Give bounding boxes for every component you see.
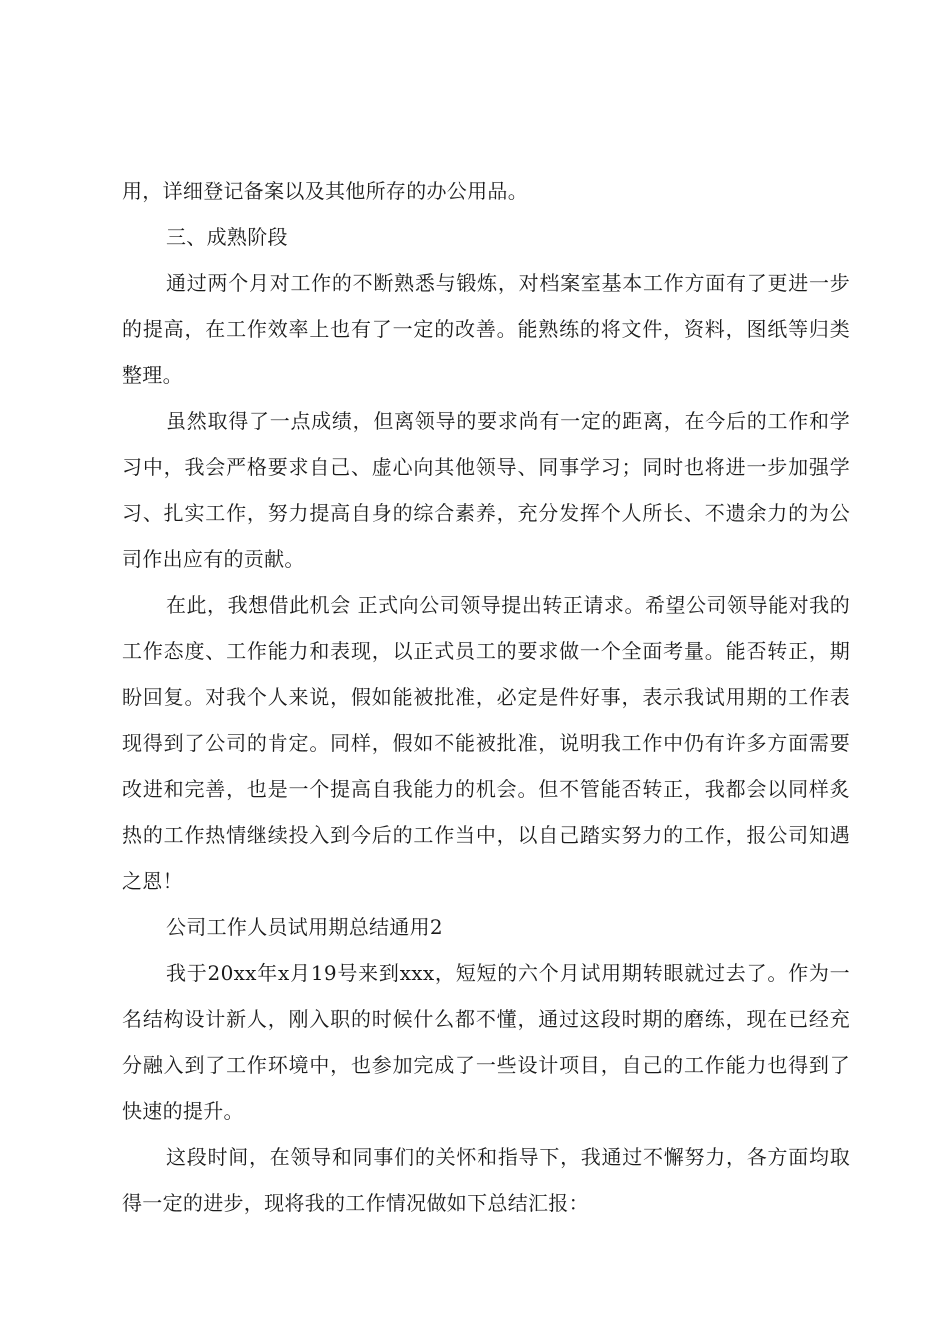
paragraph-regularization-request: 在此，我想借此机会 正式向公司领导提出转正请求。希望公司领导能对我的工作态度、工作能力和表现，以正式员工的要求做一个全面考量。能否转正，期盼回复。对我个人来说，假如能被批准，必定是件好事，表示我试用期的工作表现得到了公司的肯定。同样，假如不能被批准，说明我工作中仍有许多方面需要改进和完善，也是一个提高自我能力的机会。但不管能否转正，我都会以同样炙热的工作热情继续投入到今后的工作当中，以自己踏实努力的工作，报公司知遇之恩！	[122, 593, 850, 893]
paragraph-summary-lead: 这段时间，在领导和同事们的关怀和指导下，我通过不懈努力，各方面均取得一定的进步，现将我的工作情况做如下总结汇报：	[122, 1145, 850, 1215]
paragraph-maturity-progress: 通过两个月对工作的不断熟悉与锻炼，对档案室基本工作方面有了更进一步的提高，在工作效率上也有了一定的改善。能熟练的将文件，资料，图纸等归类整理。	[122, 271, 850, 387]
paragraph-continuation: 用，详细登记备案以及其他所存的办公用品。	[122, 179, 528, 203]
paragraph-achievements: 虽然取得了一点成绩，但离领导的要求尚有一定的距离，在今后的工作和学习中，我会严格要求自己、虚心向其他领导、同事学习；同时也将进一步加强学习、扎实工作，努力提高自身的综合素养，充分发挥个人所长、不遗余力的为公司作出应有的贡献。	[122, 409, 850, 571]
section-heading-maturity-stage: 三、成熟阶段	[166, 225, 288, 249]
section-heading-summary-2: 公司工作人员试用期总结通用2	[166, 915, 443, 939]
paragraph-introduction: 我于20xx年x月19号来到xxx，短短的六个月试用期转眼就过去了。作为一名结构设计新人，刚入职的时候什么都不懂，通过这段时期的磨练，现在已经充分融入到了工作环境中，也参加完成了一些设计项目，自己的工作能力也得到了快速的提升。	[122, 961, 850, 1123]
document-body	[122, 168, 850, 1226]
